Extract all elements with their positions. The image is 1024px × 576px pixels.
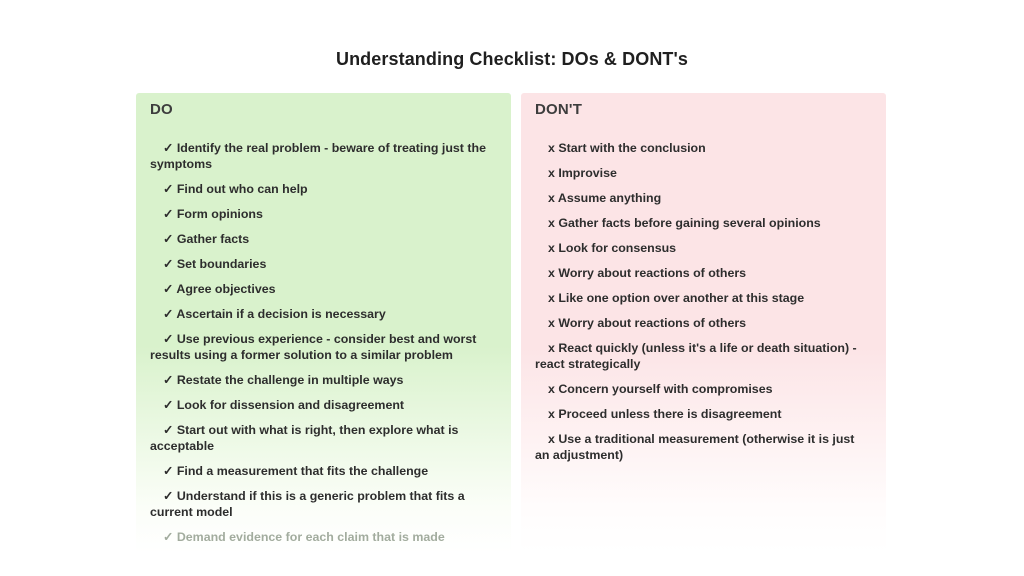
checklist-item bbox=[150, 397, 497, 413]
checklist-item bbox=[150, 281, 497, 297]
check-icon: ✓ bbox=[163, 182, 174, 196]
item-text: Proceed unless there is disagreement bbox=[554, 407, 782, 421]
item-text: Understand if this is a generic problem that fits a current model bbox=[150, 489, 465, 519]
item-text: Find a measurement that fits the challenge bbox=[173, 464, 429, 478]
check-icon: ✓ bbox=[163, 232, 174, 246]
cross-icon: x bbox=[548, 241, 555, 255]
do-item-list bbox=[150, 140, 497, 545]
checklist-item bbox=[535, 340, 872, 372]
item-text: Improvise bbox=[554, 166, 617, 180]
check-icon: ✓ bbox=[163, 257, 174, 271]
item-text: Look for dissension and disagreement bbox=[173, 398, 405, 412]
checklist-item bbox=[535, 431, 872, 463]
cross-icon: x bbox=[548, 216, 555, 230]
item-text: Start with the conclusion bbox=[554, 141, 706, 155]
checklist-item bbox=[150, 306, 497, 322]
item-text: Like one option over another at this stage bbox=[554, 291, 805, 305]
item-text: Assume anything bbox=[554, 191, 662, 205]
item-text: Gather facts before gaining several opinions bbox=[554, 216, 821, 230]
checklist-item bbox=[535, 315, 872, 331]
check-icon: ✓ bbox=[163, 398, 174, 412]
checklist-item bbox=[150, 231, 497, 247]
dont-panel-header: DON'T bbox=[535, 101, 583, 118]
item-text: Ascertain if a decision is necessary bbox=[173, 307, 386, 321]
item-text: Look for consensus bbox=[554, 241, 677, 255]
check-icon: ✓ bbox=[163, 423, 174, 437]
check-icon: ✓ bbox=[163, 530, 174, 544]
checklist-item bbox=[535, 290, 872, 306]
cross-icon: x bbox=[548, 382, 555, 396]
checklist-item bbox=[535, 406, 872, 422]
checklist-item bbox=[150, 372, 497, 388]
item-text: Identify the real problem - beware of treating just the symptoms bbox=[150, 141, 486, 171]
cross-icon: x bbox=[548, 316, 555, 330]
checklist-item bbox=[150, 256, 497, 272]
cross-icon: x bbox=[548, 141, 555, 155]
do-panel-header: DO bbox=[150, 101, 173, 118]
item-text: Demand evidence for each claim that is made bbox=[173, 530, 445, 544]
checklist-item bbox=[150, 331, 497, 363]
check-icon: ✓ bbox=[163, 373, 174, 387]
check-icon: ✓ bbox=[163, 141, 174, 155]
item-text: Concern yourself with compromises bbox=[554, 382, 773, 396]
cross-icon: x bbox=[548, 191, 555, 205]
checklist-item bbox=[150, 463, 497, 479]
checklist-item bbox=[535, 140, 872, 156]
check-icon: ✓ bbox=[163, 207, 174, 221]
cross-icon: x bbox=[548, 266, 555, 280]
item-text: Use previous experience - consider best and worst results using a former solution to a similar problem bbox=[150, 332, 477, 362]
cross-icon: x bbox=[548, 291, 555, 305]
item-text: Form opinions bbox=[173, 207, 263, 221]
dont-item-list bbox=[535, 140, 872, 463]
check-icon: ✓ bbox=[163, 307, 174, 321]
item-text: Gather facts bbox=[173, 232, 250, 246]
cross-icon: x bbox=[548, 407, 555, 421]
checklist-columns bbox=[136, 93, 886, 553]
cross-icon: x bbox=[548, 432, 555, 446]
do-panel bbox=[136, 93, 511, 553]
item-text: React quickly (unless it's a life or death situation) - react strategically bbox=[535, 341, 857, 371]
checklist-item bbox=[535, 240, 872, 256]
item-text: Set boundaries bbox=[173, 257, 267, 271]
checklist-item bbox=[150, 181, 497, 197]
checklist-item bbox=[535, 190, 872, 206]
item-text: Start out with what is right, then explore what is acceptable bbox=[150, 423, 459, 453]
checklist-item bbox=[535, 215, 872, 231]
page-title: Understanding Checklist: DOs & DONT's bbox=[335, 49, 689, 69]
cross-icon: x bbox=[548, 166, 555, 180]
checklist-item bbox=[150, 140, 497, 172]
checklist-item bbox=[535, 381, 872, 397]
checklist-item bbox=[150, 529, 497, 545]
checklist-item bbox=[535, 265, 872, 281]
check-icon: ✓ bbox=[163, 332, 174, 346]
item-text: Worry about reactions of others bbox=[554, 266, 747, 280]
dont-panel bbox=[521, 93, 886, 553]
checklist-item bbox=[150, 206, 497, 222]
cross-icon: x bbox=[548, 341, 555, 355]
item-text: Agree objectives bbox=[173, 282, 276, 296]
check-icon: ✓ bbox=[163, 464, 174, 478]
check-icon: ✓ bbox=[163, 489, 174, 503]
item-text: Use a traditional measurement (otherwise it is just an adjustment) bbox=[535, 432, 855, 462]
check-icon: ✓ bbox=[163, 282, 174, 296]
checklist-item bbox=[150, 422, 497, 454]
item-text: Worry about reactions of others bbox=[554, 316, 747, 330]
item-text: Restate the challenge in multiple ways bbox=[173, 373, 404, 387]
checklist-item bbox=[535, 165, 872, 181]
item-text: Find out who can help bbox=[173, 182, 308, 196]
checklist-item bbox=[150, 488, 497, 520]
